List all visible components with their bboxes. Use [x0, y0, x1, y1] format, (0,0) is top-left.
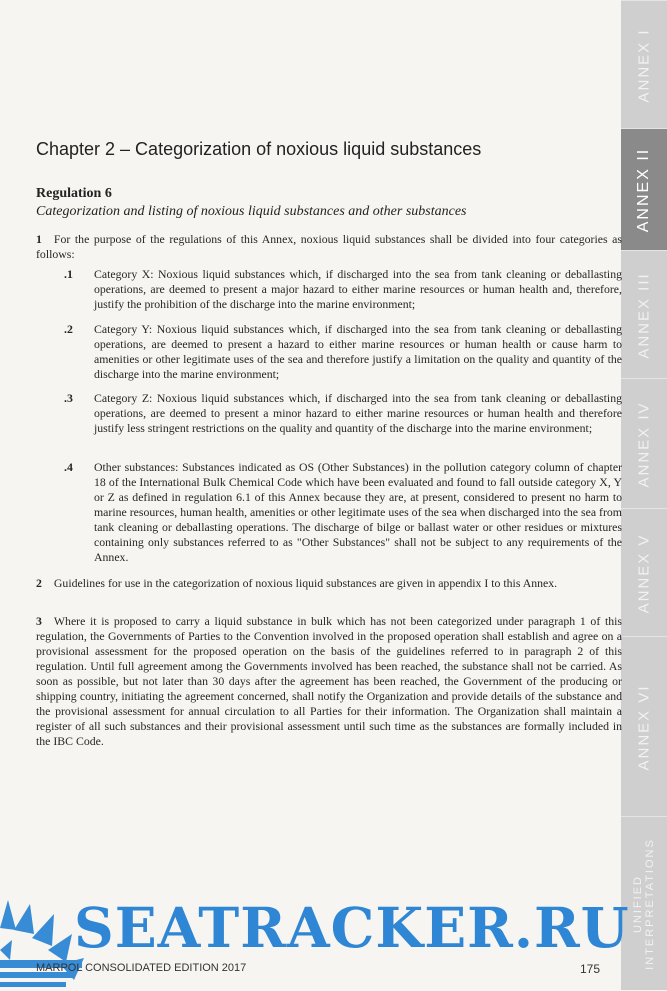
subparagraph-text: Category Z: Noxious liquid substances which, if discharged into the sea from tank cleaning or deballasting operations, are deemed to present a minor hazard to either marine resources or human health and therefore justify less stringent restrictions on the quality and quantity of the discharge into the marine environment;	[94, 391, 622, 435]
tab-annex-2[interactable]	[621, 128, 667, 251]
tab-annex-5[interactable]	[621, 508, 667, 637]
tab-annex-1[interactable]	[621, 0, 667, 129]
footer-edition: MARPOL CONSOLIDATED EDITION 2017	[36, 962, 247, 974]
subparagraph-3	[64, 391, 622, 436]
tab-annex-6-label: ANNEX VI	[635, 683, 653, 771]
subparagraph-number: .3	[64, 391, 73, 405]
tab-annex-1-label: ANNEX I	[635, 27, 653, 103]
subparagraph-text: Other substances: Substances indicated as OS (Other Substances) in the pollution category column of chapter 18 of the International Bulk Chemical Code which have been evaluated and found to fall outside category X, Y or Z as defined in regulation 6.1 of this Annex because they are, at present, considered to present no harm to marine resources, human health, amenities or other legitimate uses of the sea when discharged into the sea from tank cleaning or deballasting operations. The discharge of bilge or ballast water or other residues or mixtures containing only substances referred to as "Other Substances" shall not be subject to any requirements of the Annex.	[94, 460, 622, 564]
paragraph-number: 3	[36, 614, 42, 628]
subparagraph-1	[64, 267, 622, 312]
subparagraph-2	[64, 322, 622, 382]
subparagraph-4	[64, 460, 622, 565]
tab-annex-4[interactable]	[621, 378, 667, 509]
paragraph-text: Where it is proposed to carry a liquid substance in bulk which has not been categorized under paragraph 1 of this regulation, the Governments of Parties to the Convention involved in the proposed operation shall establish and agree on a provisional assessment for the proposed operation on the basis of the guidelines referred to in paragraph 2 of this regulation. Until full agreement among the Governments involved has been reached, the substance shall not be carried. As soon as possible, but not later than 30 days after the agreement has been reached, the Government of the producing or shipping country, initiating the agreement concerned, shall notify the Organization and provide details of the substance and the provisional assessment for annual circulation to all Parties for their information. The Organization shall maintain a register of all such substances and their provisional assessment until such time as the substances are formally included in the IBC Code.	[36, 614, 622, 748]
paragraph-1	[36, 232, 622, 262]
tab-annex-6[interactable]	[621, 636, 667, 817]
watermark-text: SEATRACKER.RU	[74, 895, 630, 960]
tab-annex-3[interactable]	[621, 250, 667, 379]
paragraph-3	[36, 614, 622, 749]
regulation-number: Regulation 6	[36, 186, 112, 201]
subparagraph-text: Category X: Noxious liquid substances which, if discharged into the sea from tank cleaning or deballasting operations, are deemed to present a major hazard to either marine resources or human health and, therefore, justify the prohibition of the discharge into the marine environment;	[94, 267, 622, 311]
annex-tab-strip	[621, 0, 667, 990]
chapter-title: Chapter 2 – Categorization of noxious liquid substances	[36, 139, 482, 159]
tab-annex-3-label: ANNEX III	[635, 271, 653, 359]
regulation-title: Categorization and listing of noxious liquid substances and other substances	[36, 204, 467, 219]
subparagraph-number: .1	[64, 267, 73, 281]
page-number: 175	[580, 962, 601, 976]
subparagraph-number: .4	[64, 460, 73, 474]
tab-annex-4-label: ANNEX IV	[635, 400, 653, 488]
tab-unified-interpretations-label: UNIFIED INTERPRETATIONS	[632, 838, 656, 970]
tab-annex-2-label: ANNEX II	[635, 147, 652, 233]
subparagraph-number: .2	[64, 322, 73, 336]
paragraph-number: 2	[36, 576, 42, 590]
paragraph-2	[36, 576, 622, 591]
paragraph-text: Guidelines for use in the categorization of noxious liquid substances are given in appendix I to this Annex.	[53, 576, 558, 590]
paragraph-number: 1	[36, 232, 42, 246]
paragraph-text: For the purpose of the regulations of this Annex, noxious liquid substances shall be divided into four categories as follows:	[36, 232, 622, 261]
tab-annex-5-label: ANNEX V	[635, 533, 653, 613]
subparagraph-text: Category Y: Noxious liquid substances which, if discharged into the sea from tank cleaning or deballasting operations, are deemed to present a hazard to either marine resources or human health or cause harm to amenities or other legitimate uses of the sea and therefore justify a limitation on the quality and quantity of the discharge into the marine environment;	[94, 322, 622, 381]
